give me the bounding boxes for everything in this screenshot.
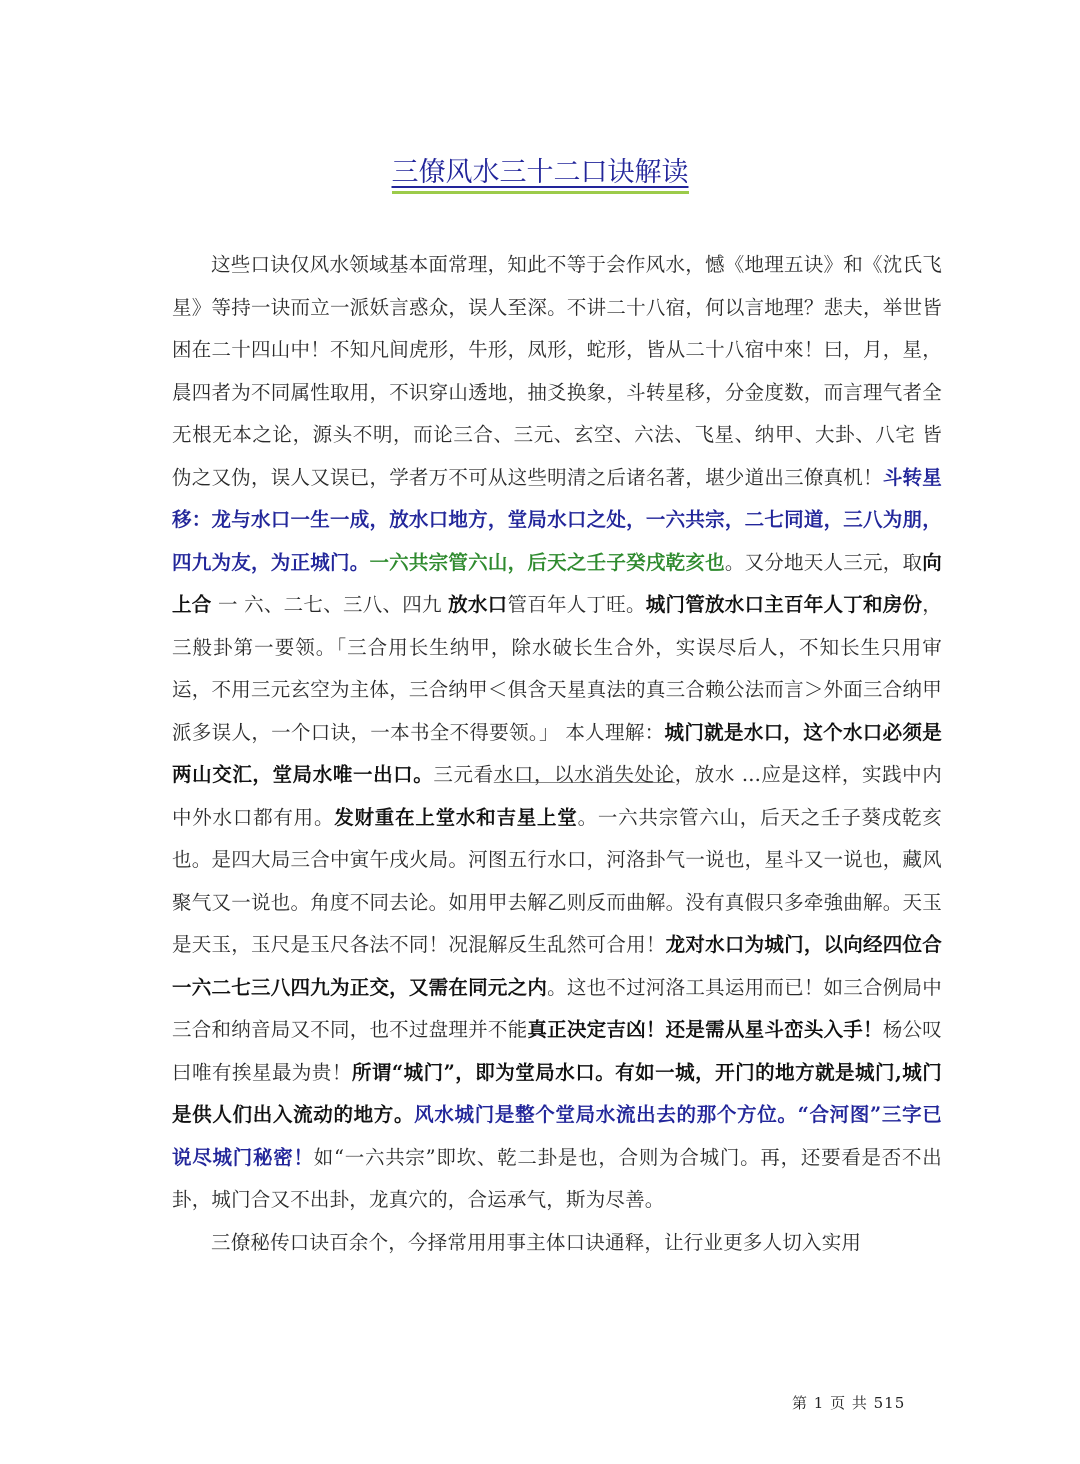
text-run: ，三般卦第一要领。「三合用长生纳甲，除水破长生合外，实误尽后人，不知长生只用审运，不用三元玄空为主体，三合纳甲＜俱含天星真法的真三合赖公法而言＞外面三合纳甲派多误人，一个口诀，一本书全不得要领。」 本人理解： xyxy=(172,593,942,744)
text-run: 杨公叹曰唯有挨星最为贵！ xyxy=(172,1018,943,1084)
text-run: 。又分地天人三元，取 xyxy=(724,550,923,574)
document-title-text: 三僚风水三十二口诀解读 xyxy=(392,157,689,194)
text-run: 发财重在上堂水和吉星上堂 xyxy=(334,805,578,829)
text-run: 三元看 xyxy=(433,763,494,786)
text-run: 。一六共宗管六山，后天之壬子葵戌乾亥也。是四大局三合中寅午戌火局。河图五行水口，河洛卦气一说也，星斗又一说也，藏风聚气又一说也。角度不同去论。如用甲去解乙则反而曲解。没有真假只多牵強曲解。天玉是天玉，玉尺是玉尺各法不同！况混解反生乱然可合用！ xyxy=(172,805,942,956)
text-run: 斗转星移：龙与水口一生一成，放水口地方，堂局水口之处，一六共宗，二七同道，三八为朋，四九为友，为正城门。 xyxy=(172,465,943,574)
text-run: 水口，以水消失处论 xyxy=(493,763,675,786)
text-run: 城门就是水口，这个水口必须是两山交汇，堂局水唯一出口。 xyxy=(172,720,942,786)
text-run: 所谓“城门”，即为堂局水口。有如一城，开门的地方就是城门,城门是供人们出入流动的地方。 xyxy=(172,1060,942,1126)
text-run: 真正决定吉凶！还是需从星斗峦头入手！ xyxy=(527,1018,883,1041)
text-run: 管百年人丁旺。 xyxy=(507,593,646,616)
paragraph-1 xyxy=(172,244,942,1222)
text-run: 如“一六共宗”即坎、乾二卦是也，合则为合城门。再，还要看是否不出卦，城门合又不出卦，龙真穴的，合运承气，斯为尽善。 xyxy=(172,1145,943,1211)
document-body xyxy=(172,244,942,1264)
text-run: 龙对水口为城门，以向经四位合一六二七三八四九为正交，又需在同元之内 xyxy=(172,933,942,999)
text-run: ，放水 ...应是这样，实践中内中外水口都有用。 xyxy=(172,763,942,829)
text-run: 放水口 xyxy=(448,593,508,616)
paragraph-2: 三僚秘传口诀百余个，今择常用用事主体口诀通释，让行业更多人切入实用 xyxy=(211,1230,862,1254)
text-run: 这些口诀仅风水领域基本面常理，知此不等于会作风水，憾《地理五诀》和《沈氏飞星》等持一诀而立一派妖言惑众，误人至深。不讲二十八宿，何以言地理？悲夫，举世皆困在二十四山中！不知凡间虎形，牛形，凤形，蛇形，皆从二十八宿中來！曰，月，星，晨四者为不同属性取用，不识穿山透地，抽爻换象，斗转星移，分金度数，而言理气者全无根无本之论，源头不明，而论三合、三元、玄空、六法、飞星、纳甲、大卦、八宅 皆伪之又伪，误人又误已，学者万不可从这些明清之后诸名著，堪少道出三僚真机！ xyxy=(172,253,942,489)
text-run: 一六共宗管六山，后天之壬子癸戌乾亥也 xyxy=(369,550,725,574)
page-footer: 第 1 页 共 515 xyxy=(792,1394,906,1412)
document-title xyxy=(0,150,1080,189)
text-run: 城门管放水口主百年人丁和房份 xyxy=(645,593,923,616)
text-run: 向上合 xyxy=(172,550,942,616)
text-run: 风水城门是整个堂局水流出去的那个方位。“合河图”三字已说尽城门秘密！ xyxy=(172,1103,942,1169)
text-run: 一 六、二七、三八、四九 xyxy=(211,593,449,616)
text-run: 。这也不过河洛工具运用而已！如三合例局中三合和纳音局又不同，也不过盘理并不能 xyxy=(172,975,942,1041)
